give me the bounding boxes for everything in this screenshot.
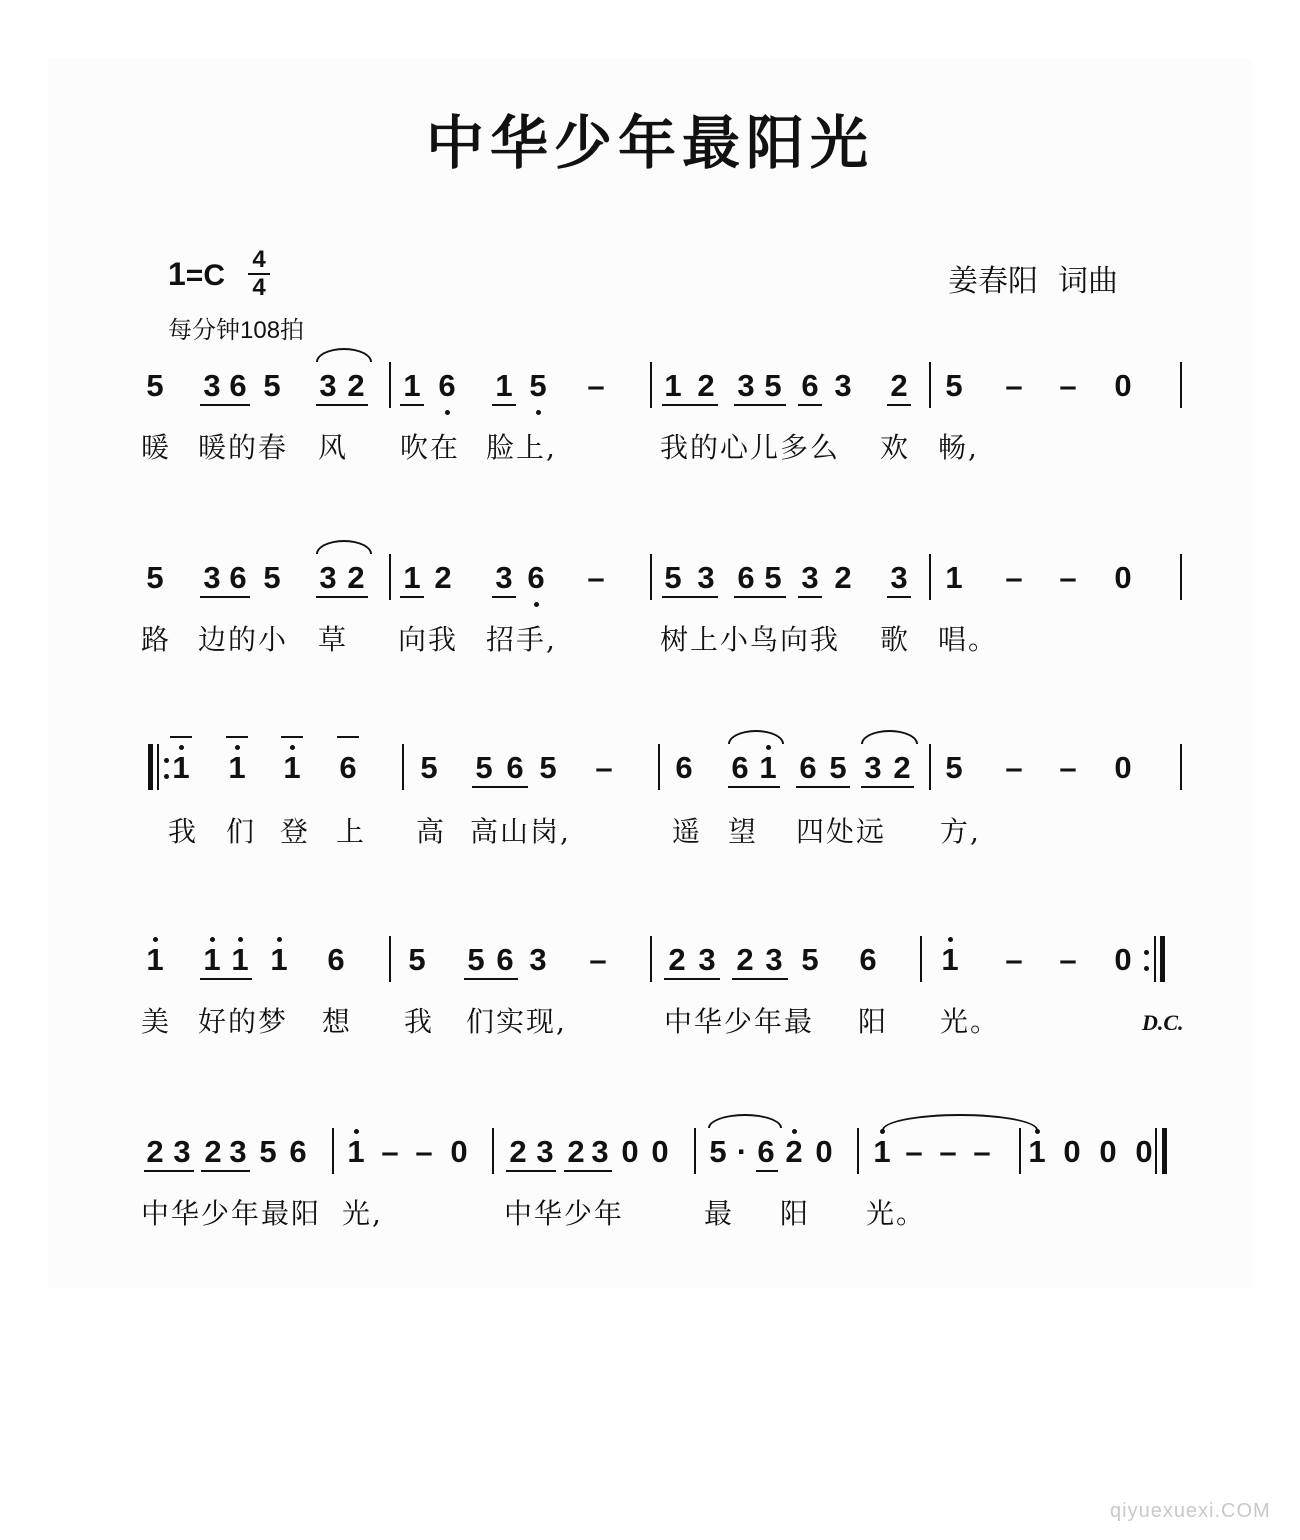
lyrics-line-1 bbox=[0, 426, 1300, 466]
beam-underline bbox=[316, 404, 368, 406]
note: 5 bbox=[539, 750, 557, 785]
note: 3 bbox=[864, 750, 882, 785]
lyric-word: 暖 bbox=[141, 431, 172, 464]
lyric-word: 光。 bbox=[866, 1197, 927, 1230]
beam-underline bbox=[144, 1170, 194, 1172]
bar-line bbox=[650, 362, 652, 408]
beam-underline bbox=[200, 596, 250, 598]
bar-line bbox=[857, 1128, 859, 1174]
repeat-dot bbox=[1144, 950, 1149, 955]
bar-line bbox=[492, 1128, 494, 1174]
note: 2 bbox=[890, 368, 908, 403]
note: 1 bbox=[403, 560, 421, 595]
beam-underline bbox=[734, 596, 786, 598]
note: 5 bbox=[945, 368, 963, 403]
octave-dot-above bbox=[766, 745, 771, 750]
beam-underline bbox=[728, 786, 780, 788]
lyric-word: 四处远 bbox=[796, 815, 887, 848]
song-title: 中华少年最阳光 bbox=[425, 109, 874, 177]
note: 2 bbox=[567, 1134, 585, 1169]
note: 3 bbox=[591, 1134, 609, 1169]
overline bbox=[226, 736, 248, 738]
beam-underline bbox=[756, 1170, 778, 1172]
note: 0 bbox=[1114, 560, 1132, 595]
note: 2 bbox=[736, 942, 754, 977]
lyric-word: 上 bbox=[336, 815, 367, 848]
beam-underline bbox=[798, 596, 822, 598]
note: 3 bbox=[203, 368, 221, 403]
bar-line bbox=[1180, 744, 1182, 790]
notation-row-4 bbox=[0, 940, 1300, 1000]
note: 6 bbox=[496, 942, 514, 977]
sustain-dash: – bbox=[1059, 750, 1077, 785]
note: 1 bbox=[873, 1134, 891, 1169]
lyric-word: 招手, bbox=[486, 623, 557, 656]
note: 1 bbox=[228, 750, 246, 785]
lyric-word: 我 bbox=[404, 1005, 435, 1038]
note: 6 bbox=[506, 750, 524, 785]
note: 3 bbox=[173, 1134, 191, 1169]
lyric-word: 遥 bbox=[672, 815, 703, 848]
note: 5 bbox=[408, 942, 426, 977]
note: 6 bbox=[289, 1134, 307, 1169]
bar-line bbox=[402, 744, 404, 790]
lyric-word: 方, bbox=[940, 815, 981, 848]
note: 5 bbox=[764, 368, 782, 403]
note: 1 bbox=[172, 750, 190, 785]
note: 0 bbox=[1099, 1134, 1117, 1169]
note: 1 bbox=[1028, 1134, 1046, 1169]
repeat-dot bbox=[164, 774, 169, 779]
time-signature-top: 4 bbox=[252, 246, 266, 273]
octave-dot-above bbox=[235, 745, 240, 750]
bar-line bbox=[929, 362, 931, 408]
octave-dot-above bbox=[179, 745, 184, 750]
note: 6 bbox=[527, 560, 545, 595]
note: 6 bbox=[327, 942, 345, 977]
lyric-word: 想 bbox=[322, 1005, 353, 1038]
note: 3 bbox=[203, 560, 221, 595]
beam-underline bbox=[400, 404, 424, 406]
lyric-word: 路 bbox=[141, 623, 172, 656]
octave-dot-below bbox=[445, 410, 450, 415]
octave-dot-above bbox=[792, 1129, 797, 1134]
repeat-end-thick bbox=[1160, 936, 1165, 982]
beam-underline bbox=[400, 596, 424, 598]
lyric-word: 吹在 bbox=[400, 431, 461, 464]
beam-underline bbox=[200, 978, 252, 980]
beam-underline bbox=[664, 978, 720, 980]
composer-role: 词曲 bbox=[1058, 264, 1118, 299]
sustain-dash: – bbox=[587, 560, 605, 595]
note: 2 bbox=[434, 560, 452, 595]
bar-line bbox=[332, 1128, 334, 1174]
lyric-word: 光, bbox=[342, 1197, 383, 1230]
lyric-word: 高山岗, bbox=[470, 815, 571, 848]
note: 1 bbox=[203, 942, 221, 977]
note: 2 bbox=[834, 560, 852, 595]
note: 2 bbox=[347, 368, 365, 403]
note: 1 bbox=[270, 942, 288, 977]
bar-line bbox=[389, 362, 391, 408]
octave-dot-above bbox=[290, 745, 295, 750]
octave-dot-above bbox=[277, 937, 282, 942]
lyric-word: 中华少年 bbox=[504, 1197, 625, 1230]
octave-dot-below bbox=[536, 410, 541, 415]
lyrics-line-4 bbox=[0, 1000, 1300, 1040]
repeat-dot bbox=[164, 758, 169, 763]
note: 3 bbox=[890, 560, 908, 595]
note: 0 bbox=[651, 1134, 669, 1169]
notation-row-1 bbox=[0, 366, 1300, 426]
bar-line bbox=[650, 936, 652, 982]
note: 1 bbox=[231, 942, 249, 977]
note: 2 bbox=[893, 750, 911, 785]
repeat-start-thick bbox=[148, 744, 153, 790]
lyric-word: 中华少年最阳 bbox=[141, 1197, 322, 1230]
lyric-word: 向我 bbox=[398, 623, 459, 656]
lyric-word: 边的小 bbox=[198, 623, 289, 656]
overline bbox=[281, 736, 303, 738]
sustain-dash: – bbox=[1059, 368, 1077, 403]
lyric-word: 我的心儿多么 bbox=[660, 431, 841, 464]
note: 3 bbox=[319, 560, 337, 595]
note: 1 bbox=[283, 750, 301, 785]
note: 0 bbox=[1114, 750, 1132, 785]
octave-dot-below bbox=[534, 602, 539, 607]
lyric-word: 歌 bbox=[880, 623, 911, 656]
beam-underline bbox=[201, 1170, 250, 1172]
notation-row-2 bbox=[0, 558, 1300, 618]
beam-underline bbox=[492, 596, 516, 598]
sustain-dash: – bbox=[587, 368, 605, 403]
bar-line bbox=[1180, 554, 1182, 600]
beam-underline bbox=[564, 1170, 612, 1172]
note: 3 bbox=[229, 1134, 247, 1169]
note: 6 bbox=[438, 368, 456, 403]
sustain-dash: – bbox=[589, 942, 607, 977]
composer-name: 姜春阳 bbox=[948, 264, 1038, 299]
note: 3 bbox=[319, 368, 337, 403]
lyric-word: 脸上, bbox=[486, 431, 557, 464]
note: 5 bbox=[259, 1134, 277, 1169]
note: 6 bbox=[229, 368, 247, 403]
lyric-word: 我 bbox=[168, 815, 199, 848]
lyric-word: 欢 bbox=[880, 431, 911, 464]
note: 1 bbox=[403, 368, 421, 403]
note: 5 bbox=[709, 1134, 727, 1169]
bar-line bbox=[929, 744, 931, 790]
sustain-dash: – bbox=[415, 1134, 433, 1169]
lyric-word: 阳 bbox=[780, 1197, 811, 1230]
note: 0 bbox=[815, 1134, 833, 1169]
note: 1 bbox=[347, 1134, 365, 1169]
note: 5 bbox=[146, 368, 164, 403]
octave-dot-above bbox=[948, 937, 953, 942]
credit bbox=[948, 256, 1118, 300]
lyric-word: 们 bbox=[226, 815, 257, 848]
lyric-word: 风 bbox=[318, 431, 349, 464]
note: 2 bbox=[204, 1134, 222, 1169]
sustain-dash: – bbox=[1005, 942, 1023, 977]
note: 5 bbox=[945, 750, 963, 785]
bar-line bbox=[694, 1128, 696, 1174]
tempo-marking: 每分钟108拍 bbox=[168, 317, 305, 344]
beam-underline bbox=[796, 786, 850, 788]
beam-underline bbox=[200, 404, 250, 406]
watermark: qiyuexuexi.COM bbox=[1110, 1500, 1271, 1522]
note: 2 bbox=[668, 942, 686, 977]
note: 3 bbox=[765, 942, 783, 977]
repeat-start-thin bbox=[157, 744, 159, 790]
sustain-dash: – bbox=[1005, 750, 1023, 785]
note: 5 bbox=[146, 560, 164, 595]
notation-row-5 bbox=[0, 1132, 1300, 1192]
final-bar-thick bbox=[1162, 1128, 1167, 1174]
note: 2 bbox=[509, 1134, 527, 1169]
lyric-word: 高 bbox=[416, 815, 447, 848]
note: 6 bbox=[675, 750, 693, 785]
beam-underline bbox=[464, 978, 518, 980]
note: 6 bbox=[339, 750, 357, 785]
note: 0 bbox=[1114, 942, 1132, 977]
beam-underline bbox=[316, 596, 368, 598]
note: · bbox=[736, 1134, 748, 1169]
beam-underline bbox=[861, 786, 914, 788]
note: 3 bbox=[698, 942, 716, 977]
note: 1 bbox=[495, 368, 513, 403]
octave-dot-above bbox=[153, 937, 158, 942]
note: 5 bbox=[664, 560, 682, 595]
note: 5 bbox=[263, 560, 281, 595]
note: 6 bbox=[757, 1134, 775, 1169]
lyric-word: 唱。 bbox=[938, 623, 999, 656]
lyric-word: 树上小鸟向我 bbox=[660, 623, 841, 656]
beam-underline bbox=[492, 404, 516, 406]
note: 0 bbox=[1063, 1134, 1081, 1169]
sustain-dash: – bbox=[595, 750, 613, 785]
repeat-dot bbox=[1144, 966, 1149, 971]
lyrics-line-2 bbox=[0, 618, 1300, 658]
lyric-word: 美 bbox=[141, 1005, 172, 1038]
note: 3 bbox=[834, 368, 852, 403]
beam-underline bbox=[798, 404, 822, 406]
lyric-word: 登 bbox=[280, 815, 311, 848]
sustain-dash: – bbox=[1005, 368, 1023, 403]
bar-line bbox=[389, 554, 391, 600]
bar-line bbox=[650, 554, 652, 600]
beam-underline bbox=[732, 978, 788, 980]
note: 1 bbox=[664, 368, 682, 403]
beam-underline bbox=[734, 404, 786, 406]
octave-dot-above bbox=[354, 1129, 359, 1134]
note: 5 bbox=[475, 750, 493, 785]
repeat-end-thin bbox=[1154, 936, 1156, 982]
note: 3 bbox=[495, 560, 513, 595]
note: 2 bbox=[785, 1134, 803, 1169]
note: 1 bbox=[759, 750, 777, 785]
beam-underline bbox=[662, 404, 718, 406]
note: 6 bbox=[731, 750, 749, 785]
da-capo-marking: D.C. bbox=[1142, 1010, 1184, 1035]
lyric-word: 好的梦 bbox=[198, 1005, 289, 1038]
bar-line bbox=[1019, 1128, 1021, 1174]
note: 6 bbox=[859, 942, 877, 977]
lyric-word: 草 bbox=[318, 623, 349, 656]
note: 0 bbox=[450, 1134, 468, 1169]
note: 5 bbox=[529, 368, 547, 403]
note: 3 bbox=[536, 1134, 554, 1169]
time-signature-bottom: 4 bbox=[252, 274, 266, 301]
note: 6 bbox=[229, 560, 247, 595]
note: 1 bbox=[941, 942, 959, 977]
sustain-dash: – bbox=[1005, 560, 1023, 595]
note: 3 bbox=[737, 368, 755, 403]
key-signature: 1=C bbox=[168, 256, 225, 292]
beam-underline bbox=[662, 596, 718, 598]
note: 5 bbox=[467, 942, 485, 977]
overline bbox=[170, 736, 192, 738]
lyric-word: 畅, bbox=[938, 431, 979, 464]
lyrics-line-5 bbox=[0, 1192, 1300, 1232]
note: 3 bbox=[697, 560, 715, 595]
lyrics-line-3 bbox=[0, 810, 1300, 850]
note: 1 bbox=[146, 942, 164, 977]
beam-underline bbox=[506, 1170, 556, 1172]
lyric-word: 望 bbox=[728, 815, 759, 848]
note: 5 bbox=[263, 368, 281, 403]
bar-line bbox=[929, 554, 931, 600]
sustain-dash: – bbox=[381, 1134, 399, 1169]
sustain-dash: – bbox=[1059, 942, 1077, 977]
note: 6 bbox=[799, 750, 817, 785]
final-bar-thin bbox=[1155, 1128, 1157, 1174]
note: 5 bbox=[801, 942, 819, 977]
bar-line bbox=[658, 744, 660, 790]
bar-line bbox=[389, 936, 391, 982]
notation-row-3 bbox=[0, 748, 1300, 808]
lyric-word: 光。 bbox=[940, 1005, 1001, 1038]
sustain-dash: – bbox=[939, 1134, 957, 1169]
note: 3 bbox=[529, 942, 547, 977]
lyric-word: 最 bbox=[704, 1197, 735, 1230]
bar-line bbox=[1180, 362, 1182, 408]
note: 2 bbox=[347, 560, 365, 595]
bar-line bbox=[920, 936, 922, 982]
note: 1 bbox=[945, 560, 963, 595]
octave-dot-above bbox=[210, 937, 215, 942]
note: 5 bbox=[829, 750, 847, 785]
overline bbox=[337, 736, 359, 738]
lyric-word: 暖的春 bbox=[198, 431, 289, 464]
beam-underline bbox=[472, 786, 528, 788]
note: 0 bbox=[621, 1134, 639, 1169]
note: 5 bbox=[420, 750, 438, 785]
note: 2 bbox=[146, 1134, 164, 1169]
note: 6 bbox=[801, 368, 819, 403]
sustain-dash: – bbox=[1059, 560, 1077, 595]
beam-underline bbox=[887, 404, 911, 406]
sustain-dash: – bbox=[905, 1134, 923, 1169]
note: 5 bbox=[764, 560, 782, 595]
note: 6 bbox=[737, 560, 755, 595]
lyric-word: 们实现, bbox=[466, 1005, 567, 1038]
beam-underline bbox=[887, 596, 911, 598]
note: 3 bbox=[801, 560, 819, 595]
time-signature bbox=[248, 248, 270, 300]
note: 0 bbox=[1135, 1134, 1153, 1169]
lyric-word: 阳 bbox=[858, 1005, 889, 1038]
score-sheet bbox=[48, 58, 1252, 1288]
lyric-word: 中华少年最 bbox=[664, 1005, 815, 1038]
sustain-dash: – bbox=[973, 1134, 991, 1169]
note: 0 bbox=[1114, 368, 1132, 403]
note: 2 bbox=[697, 368, 715, 403]
octave-dot-above bbox=[238, 937, 243, 942]
